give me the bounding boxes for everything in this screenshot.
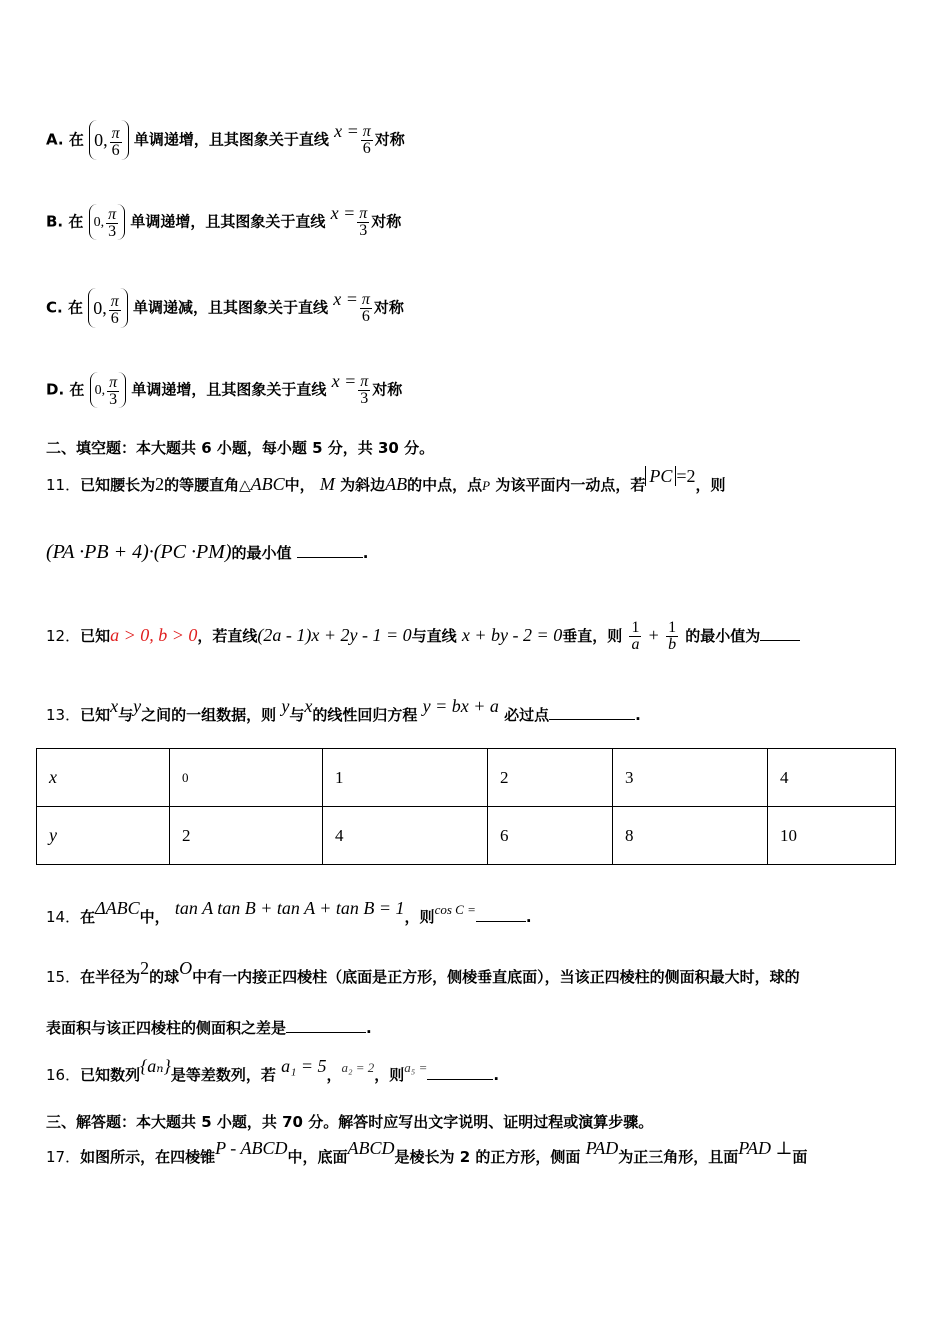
question-17: 17．如图所示，在四棱锥P - ABCD中，底面ABCD是棱长为 2 的正方形，侧面 PAD为正三角形，且面PAD ⊥面 [46, 1138, 808, 1166]
option-d: D. 在 0, $\frac{\pi}{3}$ 单调递增，且其图象关于直线 x = $\frac{\pi}{3}$ 对称 [46, 370, 403, 408]
answer-blank-13[interactable] [549, 705, 635, 720]
interval-c: 0, $\frac{\pi}{6}$ [88, 288, 128, 328]
question-11: 11．已知腰长为2的等腰直角△ABC中， M 为斜边AB的中点，点P 为该平面内一动点，若 PC =2，则 [46, 466, 726, 494]
option-c: C. 在 0, $\frac{\pi}{6}$ 单调递减，且其图象关于直线 x = $\frac{\pi}{6}$ 对称 [46, 288, 404, 328]
question-13: 13．已知x与y之间的一组数据，则 y与x的线性回归方程 y = bx + a 必过点 . [46, 696, 641, 724]
table-row: x 0 1 2 3 4 [37, 749, 896, 807]
question-15-cont: 表面积与该正四棱柱的侧面积之差是 . [46, 1019, 372, 1037]
table-row: y 2 4 6 8 10 [37, 807, 896, 865]
answer-blank-14[interactable] [476, 907, 526, 922]
option-a: A. 在 0, $\frac{\pi}{6}$ 单调递增，且其图象关于直线 x = $\frac{\pi}{6}$ 对称 [46, 120, 405, 160]
answer-blank-16[interactable] [427, 1065, 493, 1080]
section-2-heading: 二、填空题：本大题共 6 小题，每小题 5 分，共 30 分。 [46, 439, 435, 457]
interval-d: 0, $\frac{\pi}{3}$ [90, 372, 127, 408]
answer-blank-12[interactable] [760, 626, 800, 641]
option-b: B. 在 0, $\frac{\pi}{3}$ 单调递增，且其图象关于直线 x = $\frac{\pi}{3}$ 对称 [46, 202, 402, 240]
answer-blank-11[interactable] [297, 543, 363, 558]
question-16: 16．已知数列{aₙ}是等差数列，若 a₁ = 5，a₂ = 2，则a₅ = . [46, 1056, 500, 1084]
question-11-expr: (PA ·PB + 4)·(PC ·PM)的最小值 . [46, 541, 369, 563]
interval-a: 0, $\frac{\pi}{6}$ [89, 120, 129, 160]
question-15: 15．在半径为2的球O中有一内接正四棱柱（底面是正方形，侧棱垂直底面），当该正四棱柱的侧面积最大时，球的 [46, 958, 800, 986]
question-12: 12．已知a > 0, b > 0，若直线(2a - 1)x + 2y - 1 = 0与直线 x + by - 2 = 0垂直，则 $\frac{1}{a}$ + $\frac{1}{b}$ 的最小值为 [46, 620, 800, 653]
data-table [36, 748, 896, 865]
interval-b: 0, $\frac{\pi}{3}$ [89, 204, 126, 240]
question-14: 14．在ΔABC中， tan A tan B + tan A + tan B = 1，则cos C = . [46, 898, 532, 926]
section-3-heading: 三、解答题：本大题共 5 小题，共 70 分。解答时应写出文字说明、证明过程或演算步骤。 [46, 1113, 654, 1131]
answer-blank-15[interactable] [286, 1018, 366, 1033]
